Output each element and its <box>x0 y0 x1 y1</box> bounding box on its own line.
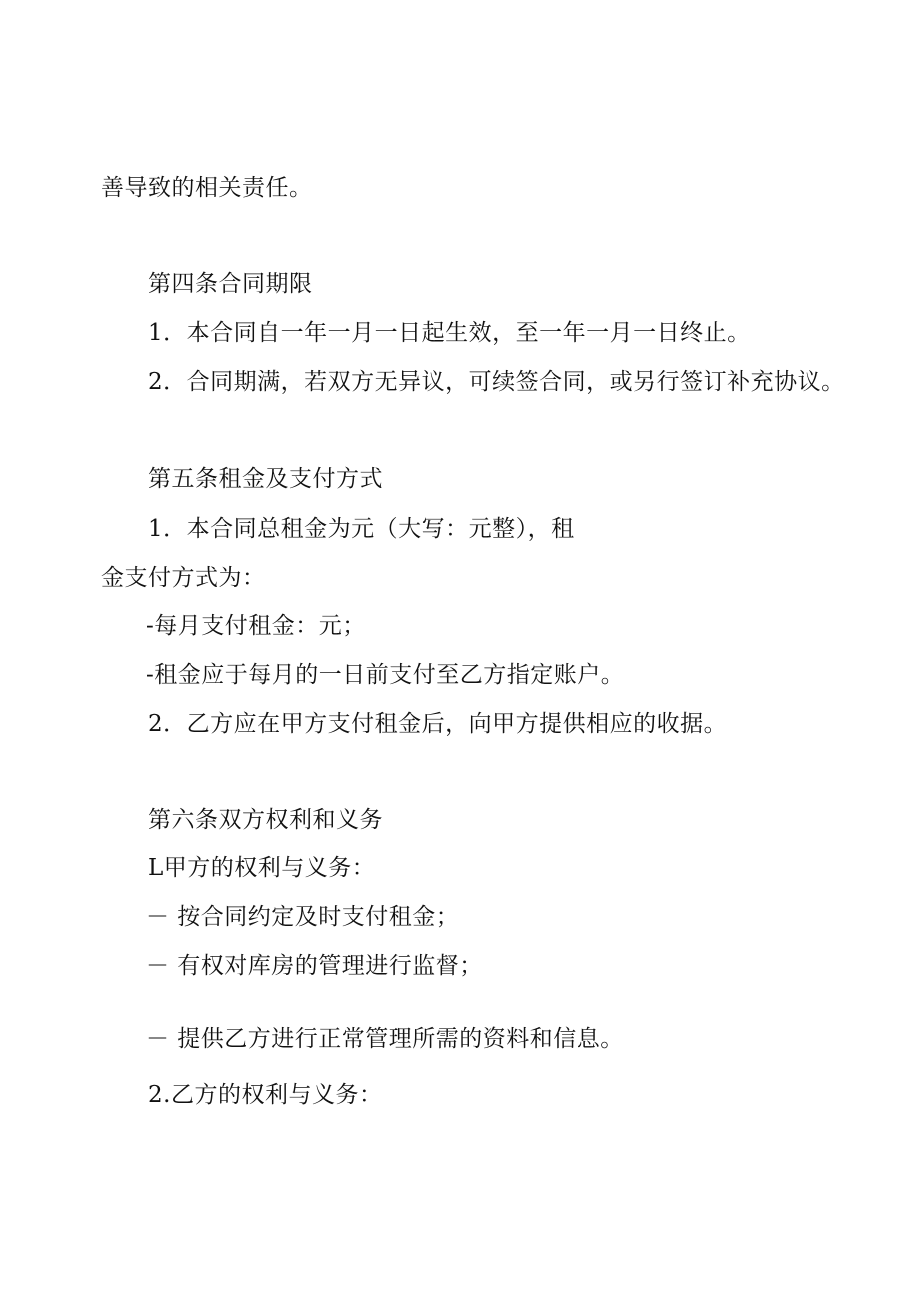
party-a-bullet-supervise: － 有权对库房的管理进行监督； <box>146 953 483 979</box>
section-heading-rights: 第六条双方权利和义务 <box>148 807 383 833</box>
rent-bullet-deadline: -租金应于每月的一日前支付至乙方指定账户。 <box>146 662 625 688</box>
party-a-bullet-pay: － 按合同约定及时支付租金； <box>146 904 460 930</box>
rent-bullet-monthly: -每月支付租金：元； <box>146 613 366 639</box>
party-a-bullet-provide: － 提供乙方进行正常管理所需的资料和信息。 <box>146 1026 624 1052</box>
section-heading-term: 第四条合同期限 <box>148 271 313 297</box>
paragraph-continuation: 善导致的相关责任。 <box>101 175 313 201</box>
clause-rent-1: 1．本合同总租金为元（大写：元整），租 <box>148 516 575 542</box>
clause-rent-1-continuation: 金支付方式为： <box>101 565 266 591</box>
clause-rent-2: 2．乙方应在甲方支付租金后，向甲方提供相应的收据。 <box>148 711 728 737</box>
party-a-heading: L甲方的权利与义务： <box>148 855 376 881</box>
clause-term-1: 1．本合同自一年一月一日起生效，至一年一月一日终止。 <box>148 320 751 346</box>
party-b-heading: 2.乙方的权利与义务： <box>148 1082 383 1108</box>
section-heading-rent: 第五条租金及支付方式 <box>148 466 383 492</box>
clause-term-2: 2．合同期满，若双方无异议，可续签合同，或另行签订补充协议。 <box>148 369 845 395</box>
